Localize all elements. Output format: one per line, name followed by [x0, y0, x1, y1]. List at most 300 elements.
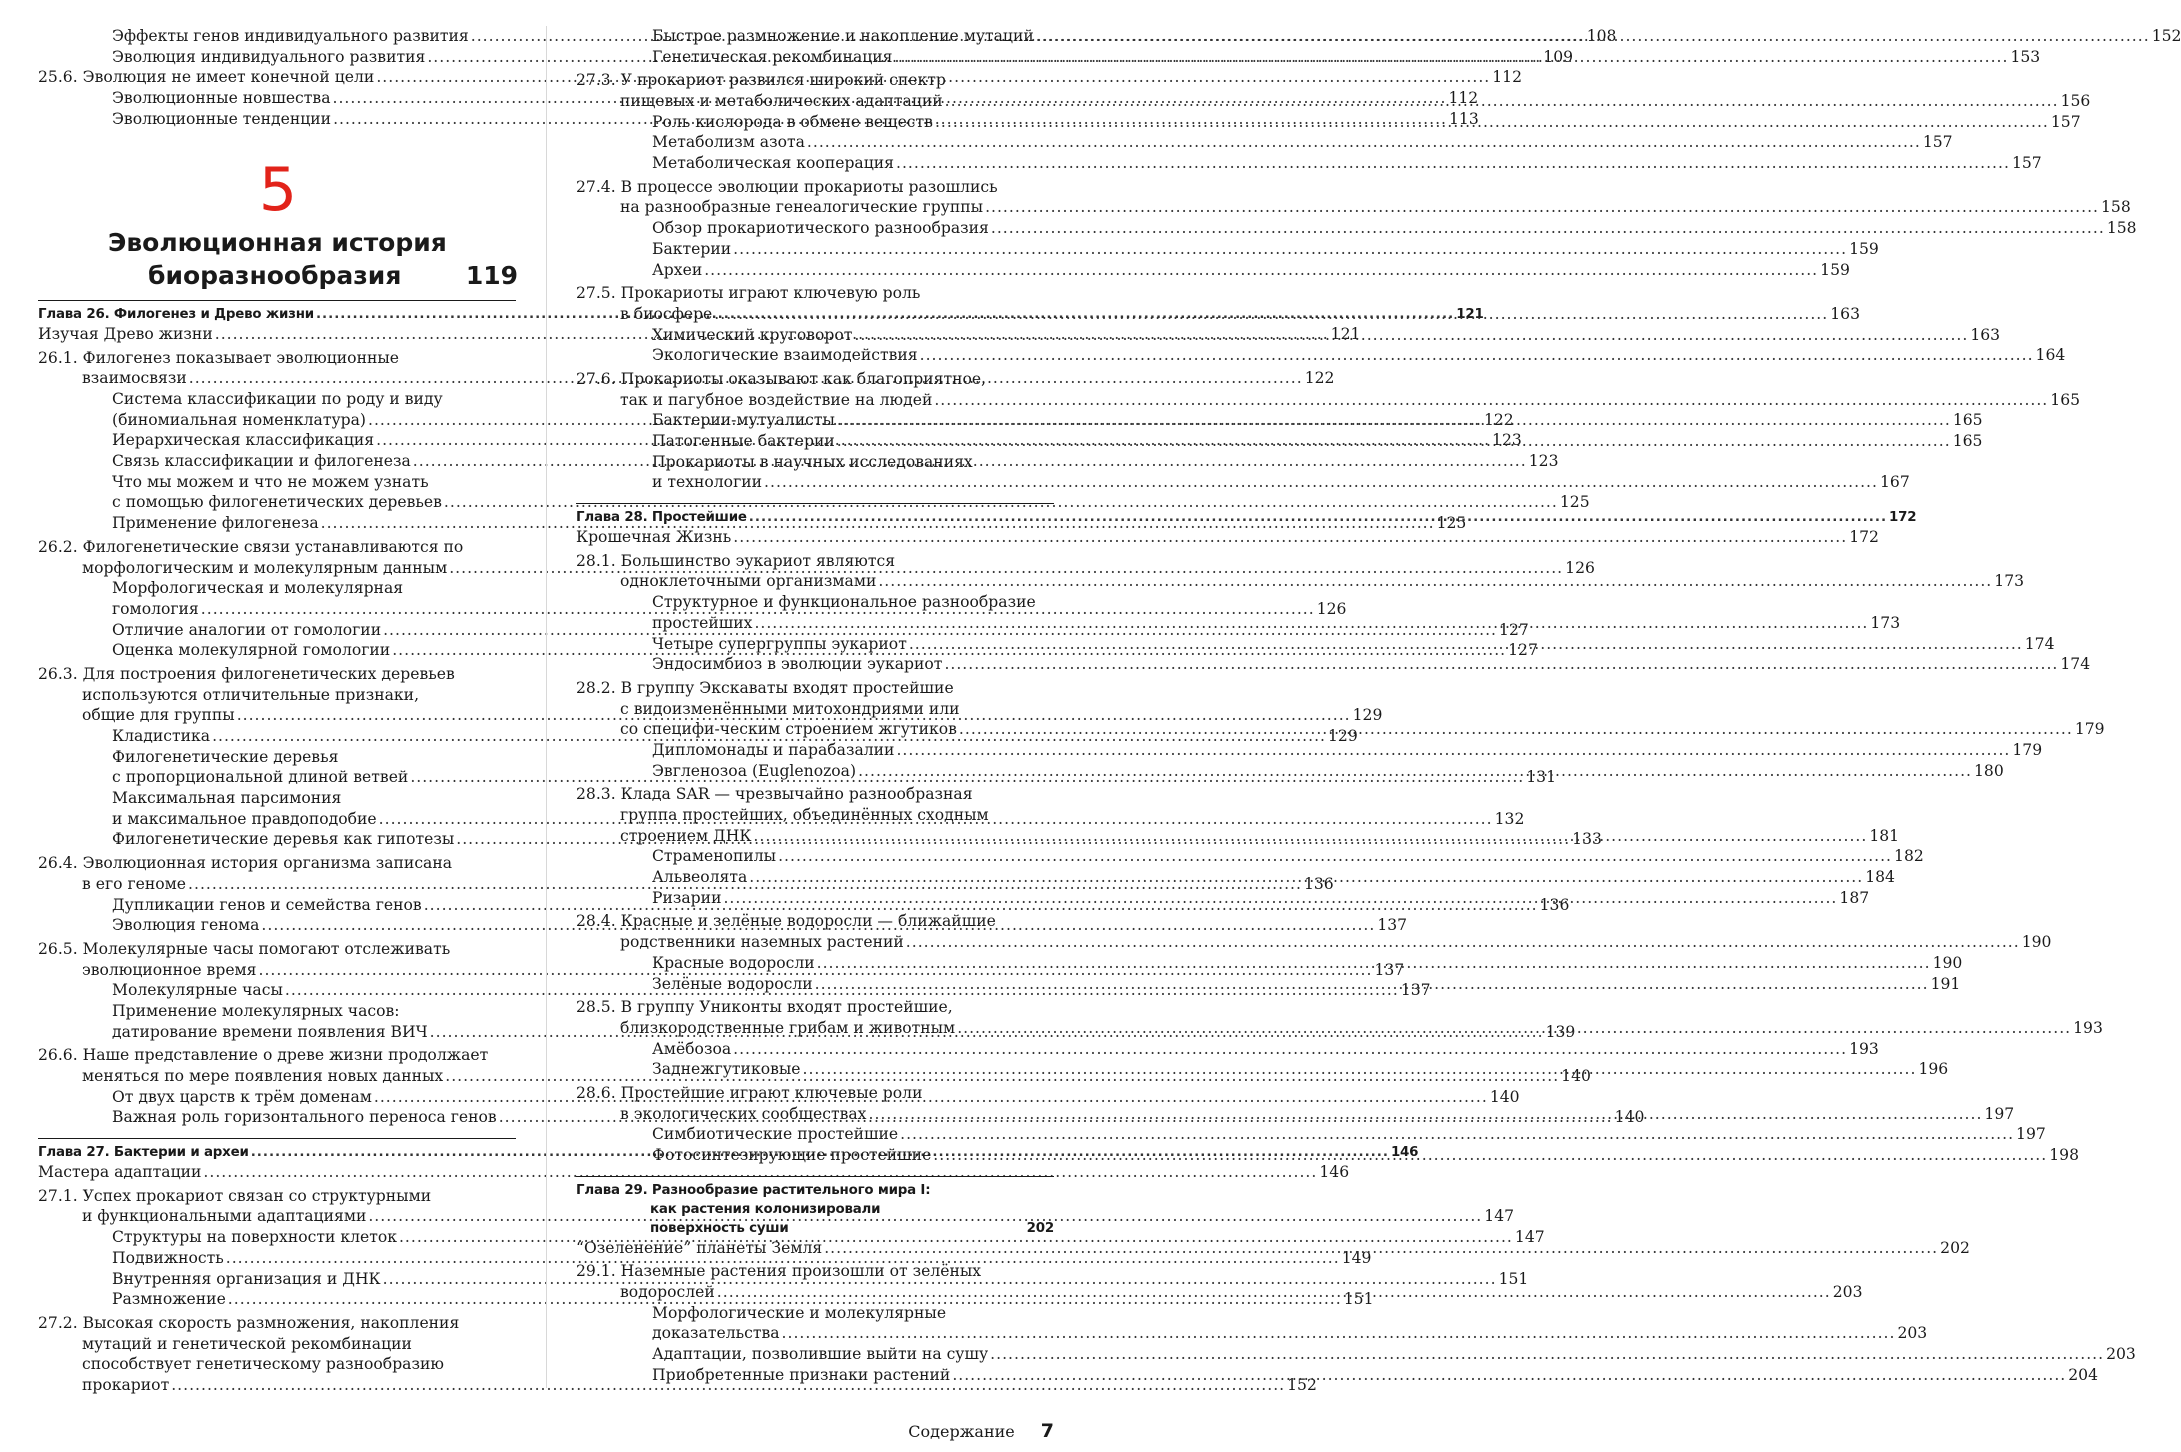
page-number: 131: [1526, 768, 1557, 787]
page-number: 165: [1952, 432, 1983, 451]
page-number: 137: [1400, 981, 1431, 1000]
toc-entry[interactable]: [576, 932, 2052, 953]
dot-leader: [944, 654, 2058, 675]
entry-title: Дипломонады и парабазалии: [652, 740, 895, 759]
entry-title: Бактерии: [652, 239, 732, 258]
page-number: 203: [2106, 1345, 2136, 1364]
entry-title: с видоизменёнными митохондриями или: [620, 699, 960, 718]
entry-title: меняться по мере появления новых данных: [82, 1067, 444, 1086]
dot-leader: [733, 527, 1847, 548]
page-number: 190: [2021, 933, 2052, 952]
page-number: 182: [1894, 847, 1924, 866]
page-number: 109: [1543, 47, 1574, 66]
entry-title: пищевых и метаболических адаптаций: [620, 92, 943, 111]
page-number: 140: [1489, 1087, 1520, 1106]
page-number: 127: [1499, 620, 1529, 639]
entry-title: Эволюционные новшества: [112, 89, 331, 108]
entry-title: Крошечная Жизнь: [576, 528, 732, 547]
dot-leader: [896, 740, 2010, 761]
page-number: 174: [2060, 655, 2091, 674]
footer-label: Содержание: [908, 1422, 1015, 1441]
entry-title: 28.3. Клада SAR — чрезвычайно разнообразная: [576, 785, 973, 804]
entry-title: Эвгленозоа (Euglenozoa): [652, 761, 857, 780]
entry-title: Что мы можем и что не можем узнать: [112, 472, 429, 491]
toc-entry[interactable]: [576, 452, 1054, 473]
toc-section[interactable]: [576, 784, 1054, 805]
toc-entry[interactable]: [576, 805, 1054, 826]
page-number: 132: [1494, 809, 1525, 828]
entry-title: Важная роль горизонтального переноса генов: [112, 1108, 497, 1127]
page-number: 159: [1849, 239, 1879, 258]
entry-title: 26.6. Наше представление о древе жизни продолжает: [38, 1046, 489, 1065]
toc-section[interactable]: [576, 678, 1054, 699]
entry-title: с помощью филогенетических деревьев: [112, 493, 442, 512]
page-number: 180: [1974, 761, 2004, 780]
toc-entry[interactable]: [576, 592, 1054, 613]
entry-title: в его геноме: [82, 874, 187, 893]
chapter-title-line1: Глава 29. Разнообразие растительного мира I:: [576, 1182, 931, 1198]
entry-title: Филогенетические деревья: [112, 747, 339, 766]
part-title: [108, 226, 518, 292]
toc-entry[interactable]: [38, 472, 516, 493]
page-number: 129: [1352, 706, 1383, 725]
entry-title: со специфи-ческим строением жгутиков: [620, 720, 957, 739]
toc-entry[interactable]: [38, 1354, 516, 1375]
part-title-line2-text: биоразнообразия: [148, 261, 402, 290]
entry-title: Эволюция индивидуального развития: [112, 47, 426, 66]
entry-title: 28.2. В группу Экскаваты входят простейшие: [576, 678, 954, 697]
page-number: 158: [2106, 219, 2137, 238]
entry-title: используются отличительные признаки,: [82, 685, 420, 704]
page-number: 125: [1559, 493, 1590, 512]
page-number: 198: [2049, 1146, 2079, 1165]
dot-leader: [990, 1344, 2104, 1365]
part-number: 5: [258, 155, 298, 225]
entry-title: Эндосимбиоз в эволюции эукариот: [652, 655, 943, 674]
toc-section[interactable]: [576, 527, 1879, 548]
page-number: 173: [1994, 572, 2025, 591]
page-number: 202: [1026, 1220, 1054, 1236]
dot-leader: [815, 974, 1929, 995]
page-number: 126: [1565, 558, 1595, 577]
entry-title: Морфологические и молекулярные: [652, 1303, 947, 1322]
entry-title: Альвеолята: [652, 868, 748, 887]
page-number: 151: [1343, 1290, 1374, 1309]
dot-leader: [945, 91, 2059, 112]
entry-title: родственники наземных растений: [620, 933, 904, 952]
entry-title: 26.5. Молекулярные часы помогают отслеживать: [38, 939, 451, 958]
chapter-title-line2: как растения колонизировали: [650, 1201, 881, 1217]
entry-title: (биномиальная номенклатура): [112, 410, 366, 429]
toc-section[interactable]: [576, 70, 1054, 91]
page-number: 121: [1330, 324, 1361, 343]
entry-title: и максимальное правдоподобие: [112, 809, 377, 828]
entry-title: Страменопилы: [652, 847, 777, 866]
toc-section[interactable]: [576, 551, 1054, 572]
entry-title: группа простейших, объединённых сходным: [620, 806, 989, 825]
entry-title: 27.6. Прокариоты оказывают как благоприятное,: [576, 369, 987, 388]
dot-leader: [878, 571, 1992, 592]
entry-title: Изучая Древо жизни: [38, 324, 213, 343]
chapter-title: Глава 26. Филогенез и Древо жизни: [38, 307, 314, 322]
entry-title: строением ДНК: [620, 826, 752, 845]
page-number: 129: [1328, 727, 1358, 746]
toc-section[interactable]: [38, 1045, 516, 1066]
part-title-line1: Эволюционная история: [108, 228, 447, 257]
entry-title: Применение филогенеза: [112, 514, 319, 533]
toc-section[interactable]: [576, 369, 1054, 390]
toc-section[interactable]: [38, 537, 516, 558]
page-number: 191: [1930, 974, 1961, 993]
dot-leader: [920, 345, 2034, 366]
toc-entry[interactable]: [576, 1303, 1054, 1324]
entry-title: 28.4. Красные и зелёные водоросли — ближайшие: [576, 912, 996, 931]
toc-entry[interactable]: [576, 218, 2137, 239]
page-number: 137: [1377, 916, 1408, 935]
page-number: 202: [1940, 1238, 1970, 1257]
toc-entry[interactable]: [576, 846, 1924, 867]
entry-title: Адаптации, позволившие выйти на сушу: [652, 1345, 989, 1364]
toc-section[interactable]: [38, 853, 516, 874]
toc-section[interactable]: [576, 283, 1054, 304]
page-number: 153: [2010, 47, 2041, 66]
page-number: 181: [1869, 826, 1900, 845]
chapter-title: Глава 27. Бактерии и археи: [38, 1145, 249, 1161]
page-number: 164: [2035, 346, 2066, 365]
dot-leader: [868, 1104, 1982, 1125]
toc-entry[interactable]: [576, 472, 1910, 493]
entry-title: 25.6. Эволюция не имеет конечной цели: [38, 68, 375, 87]
page-number: 126: [1316, 599, 1347, 618]
entry-title: 27.5. Прокариоты играют ключевую роль: [576, 284, 921, 303]
page-number: 179: [2012, 740, 2043, 759]
page-number: 184: [1865, 868, 1895, 887]
entry-title: 28.5. В группу Униконты входят простейшие,: [576, 998, 953, 1017]
dot-leader: [895, 47, 2009, 68]
part-title-line2: [108, 259, 518, 292]
page-number: 167: [1879, 473, 1910, 492]
page-number: 204: [2068, 1365, 2099, 1384]
dot-leader: [952, 1365, 2066, 1386]
chapter-title-line3-text: поверхность суши: [650, 1220, 789, 1236]
page-number: 108: [1586, 26, 1617, 45]
entry-title: Археи: [652, 260, 703, 279]
entry-title: доказательства: [652, 1324, 780, 1343]
entry-title: Метаболизм азота: [652, 133, 805, 152]
toc-entry[interactable]: [576, 132, 1953, 153]
column-divider: [546, 26, 547, 1388]
page-number: 140: [1561, 1067, 1591, 1086]
page-number: 139: [1545, 1022, 1576, 1041]
page-number: 127: [1508, 641, 1538, 660]
toc-entry[interactable]: [38, 747, 516, 768]
page-number: 193: [2073, 1018, 2103, 1037]
entry-title: Кладистика: [112, 727, 211, 746]
toc-section[interactable]: [576, 177, 1054, 198]
page-number: 140: [1614, 1108, 1645, 1127]
page-number: 112: [1492, 68, 1523, 87]
page-number: 187: [1839, 888, 1870, 907]
entry-title: Структурное и функциональное разнообразие: [652, 593, 1036, 612]
toc-entry[interactable]: [576, 239, 1879, 260]
entry-title: и функциональными адаптациями: [82, 1207, 367, 1226]
dot-leader: [782, 1323, 1896, 1344]
dot-leader: [778, 846, 1892, 867]
dot-leader: [764, 472, 1878, 493]
dot-leader: [717, 1282, 1831, 1303]
dot-leader: [935, 112, 2049, 133]
toc-entry[interactable]: [38, 493, 1590, 514]
entry-title: 27.3. У прокариот развился широкий спектр: [576, 71, 946, 90]
page-number: 157: [2011, 154, 2042, 173]
entry-title: в биосфере: [620, 304, 713, 323]
page-number: 159: [1820, 260, 1850, 279]
dot-leader: [906, 932, 2020, 953]
toc-entry[interactable]: [38, 685, 516, 706]
page-number: 203: [1897, 1324, 1928, 1343]
entry-title: Приобретенные признаки растений: [652, 1365, 951, 1384]
dot-leader: [753, 826, 1867, 847]
entry-title: Генетическая рекомбинация: [652, 47, 893, 66]
toc-entry[interactable]: [576, 699, 1054, 720]
dot-leader: [934, 390, 2048, 411]
toc-entry[interactable]: [576, 1324, 1928, 1345]
page-number: 123: [1492, 431, 1522, 450]
toc-section[interactable]: [576, 1261, 1054, 1282]
toc-section[interactable]: [38, 1186, 516, 1207]
toc-entry[interactable]: [576, 260, 1850, 281]
entry-title: Внутренняя организация и ДНК: [112, 1269, 381, 1288]
page-number: 174: [2024, 634, 2055, 653]
toc-section[interactable]: [576, 1083, 1054, 1104]
page-number: 137: [1374, 960, 1405, 979]
page-number: 147: [1514, 1228, 1545, 1247]
dot-leader: [749, 867, 1863, 888]
entry-title: Структуры на поверхности клеток: [112, 1228, 397, 1247]
dot-leader: [957, 1018, 2071, 1039]
toc-entry[interactable]: [38, 389, 516, 410]
toc-section[interactable]: [38, 664, 516, 685]
page-number: 157: [2050, 112, 2081, 131]
dot-leader: [933, 1145, 2047, 1166]
page-number: 157: [1922, 133, 1953, 152]
toc-section[interactable]: [38, 939, 516, 960]
page-number: 123: [1528, 452, 1559, 471]
dot-leader: [817, 953, 1931, 974]
toc-entry[interactable]: [576, 1344, 2136, 1365]
page-number: 122: [1483, 410, 1514, 429]
dot-leader: [991, 218, 2105, 239]
entry-title: Отличие аналогии от гомологии: [112, 620, 382, 639]
page-number: 193: [1849, 1039, 1879, 1058]
toc-entry[interactable]: [576, 1124, 2046, 1145]
page-number: 158: [2101, 198, 2131, 217]
entry-title: Подвижность: [112, 1248, 224, 1267]
entry-title: 26.1. Филогенез показывает эволюционные: [38, 348, 399, 367]
chapter-heading[interactable]: [576, 1176, 1054, 1238]
dot-leader: [837, 410, 1951, 431]
entry-title: Максимальная парсимония: [112, 789, 342, 808]
dot-leader: [733, 239, 1847, 260]
dot-leader: [824, 1238, 1938, 1259]
entry-title: общие для группы: [82, 706, 235, 725]
page-number: 125: [1436, 514, 1467, 533]
part-page: 119: [465, 261, 518, 290]
entry-title: Патогенные бактерии: [652, 432, 835, 451]
entry-title: эволюционное время: [82, 960, 257, 979]
page-number: 165: [1952, 411, 1983, 430]
dot-leader: [854, 325, 1968, 346]
toc-entry[interactable]: [38, 1334, 516, 1355]
dot-leader: [754, 613, 1868, 634]
entry-title: 27.1. Успех прокариот связан со структурными: [38, 1186, 432, 1205]
entry-title: От двух царств к трём доменам: [112, 1087, 372, 1106]
page-number: 136: [1303, 874, 1334, 893]
entry-title: Система классификации по роду и виду: [112, 390, 443, 409]
entry-title: в экологических сообществах: [620, 1104, 867, 1123]
toc-entry[interactable]: [38, 578, 516, 599]
toc-section[interactable]: [576, 912, 1054, 933]
page-number: 165: [2050, 390, 2081, 409]
dot-leader: [985, 197, 2099, 218]
entry-title: Морфологическая и молекулярная: [112, 579, 404, 598]
toc-entry[interactable]: [38, 1375, 1317, 1396]
entry-title: морфологическим и молекулярным данным: [82, 558, 448, 577]
dot-leader: [858, 761, 1972, 782]
entry-title: 26.3. Для построения филогенетических деревьев: [38, 664, 455, 683]
page-number: 152: [1287, 1375, 1317, 1394]
entry-title: Ризарии: [652, 888, 722, 907]
entry-title: Красные водоросли: [652, 953, 815, 972]
toc-entry[interactable]: [576, 740, 2043, 761]
entry-title: водорослей: [620, 1283, 715, 1302]
page-number: 121: [1456, 307, 1484, 322]
toc-entry[interactable]: [576, 654, 2091, 675]
page-number: 163: [1970, 325, 2001, 344]
toc-entry[interactable]: [576, 153, 2042, 174]
toc-entry[interactable]: [38, 788, 516, 809]
dot-leader: [909, 634, 2023, 655]
page-number: 196: [1918, 1060, 1949, 1079]
page-number: 112: [1448, 89, 1479, 108]
toc-entry[interactable]: [38, 1248, 1372, 1269]
entry-title: так и пагубное воздействие на людей: [620, 390, 933, 409]
page-number: 163: [1830, 304, 1860, 323]
dot-leader: [959, 719, 2073, 740]
dot-leader: [723, 888, 1837, 909]
page-number: 149: [1341, 1248, 1372, 1267]
toc-section[interactable]: [576, 997, 1054, 1018]
chapter-title-line3: [576, 1219, 1054, 1238]
entry-title: Амёбозоа: [652, 1039, 732, 1058]
page-number: 203: [1832, 1283, 1863, 1302]
page-number: 122: [1304, 369, 1335, 388]
page-number: 172: [1889, 510, 1917, 526]
entry-title: Метаболическая кооперация: [652, 154, 894, 173]
chapter-title: Глава 28. Простейшие: [576, 510, 747, 526]
entry-title: Бактерии-мутуалисты: [652, 411, 835, 430]
entry-title: Эффекты генов индивидуального развития: [112, 26, 469, 45]
page-number: 173: [1870, 613, 1901, 632]
entry-title: Прокариоты в научных исследованиях: [652, 452, 973, 471]
entry-title: близкородственные грибам и животным: [620, 1018, 956, 1037]
page-number: 133: [1572, 830, 1602, 849]
toc-entry[interactable]: [576, 1039, 1879, 1060]
entry-title: прокариот: [82, 1375, 170, 1394]
entry-title: Заднежгутиковые: [652, 1060, 801, 1079]
dot-leader: [803, 1059, 1917, 1080]
dot-leader: [807, 132, 1921, 153]
entry-title: 27.4. В процессе эволюции прокариоты разошлись: [576, 177, 998, 196]
page-number: 136: [1539, 895, 1570, 914]
toc-section[interactable]: [38, 348, 516, 369]
page-number: 152: [2151, 26, 2181, 45]
dot-leader: [837, 431, 1951, 452]
dot-leader: [704, 260, 1818, 281]
toc-entry[interactable]: [576, 390, 2081, 411]
toc-entry[interactable]: [38, 1001, 516, 1022]
entry-title: Филогенетические деревья как гипотезы: [112, 830, 455, 849]
entry-title: Химический круговорот: [652, 325, 853, 344]
entry-title: Применение молекулярных часов:: [112, 1001, 400, 1020]
entry-title: Иерархическая классификация: [112, 431, 375, 450]
toc-entry[interactable]: [576, 345, 2066, 366]
dot-leader: [749, 508, 1887, 527]
entry-title: Четыре супергруппы эукариот: [652, 634, 907, 653]
entry-title: Экологические взаимодействия: [652, 346, 918, 365]
page-number: 197: [1984, 1104, 2015, 1123]
toc-section[interactable]: [38, 1162, 1350, 1183]
entry-title: Молекулярные часы: [112, 981, 283, 1000]
page-number: 147: [1484, 1207, 1515, 1226]
entry-title: Фотосинтезирующие простейшие: [652, 1146, 932, 1165]
dot-leader: [1036, 26, 2150, 47]
entry-title: с пропорциональной длиной ветвей: [112, 768, 409, 787]
entry-title: Обзор прокариотического разнообразия: [652, 219, 989, 238]
page-number: 172: [1849, 528, 1879, 547]
page-number: 197: [2016, 1125, 2046, 1144]
entry-title: взаимосвязи: [82, 369, 187, 388]
entry-title: 29.1. Наземные растения произошли от зелёных: [576, 1262, 982, 1281]
entry-title: Дупликации генов и семейства генов: [112, 895, 422, 914]
entry-title: Связь классификации и филогенеза: [112, 452, 411, 471]
toc-entry[interactable]: [576, 198, 2131, 219]
toc-section[interactable]: [38, 1313, 516, 1334]
entry-title: на разнообразные генеалогические группы: [620, 198, 984, 217]
entry-title: Роль кислорода в обмене веществ: [652, 112, 933, 131]
toc-entry[interactable]: [576, 572, 2025, 593]
entry-title: Быстрое размножение и накопление мутаций: [652, 26, 1034, 45]
dot-leader: [896, 153, 2010, 174]
entry-title: Симбиотические простейшие: [652, 1125, 899, 1144]
entry-title: одноклеточными организмами: [620, 572, 877, 591]
entry-title: простейших: [652, 613, 753, 632]
entry-title: датирование времени появления ВИЧ: [112, 1022, 428, 1041]
entry-title: 28.1. Большинство эукариот являются: [576, 551, 896, 570]
page-number: 156: [2060, 92, 2091, 111]
dot-leader: [733, 1039, 1847, 1060]
entry-title: Размножение: [112, 1290, 226, 1309]
entry-title: Мастера адаптации: [38, 1163, 202, 1182]
page-number: 190: [1932, 953, 1963, 972]
page-footer: [908, 1420, 1054, 1442]
page-number: 146: [1390, 1145, 1419, 1161]
entry-title: 28.6. Простейшие играют ключевые роли: [576, 1083, 923, 1102]
dot-leader: [714, 304, 1828, 325]
entry-title: 27.2. Высокая скорость размножения, накопления: [38, 1313, 460, 1332]
entry-title: гомология: [112, 599, 199, 618]
entry-title: 26.4. Эволюционная история организма записана: [38, 854, 453, 873]
